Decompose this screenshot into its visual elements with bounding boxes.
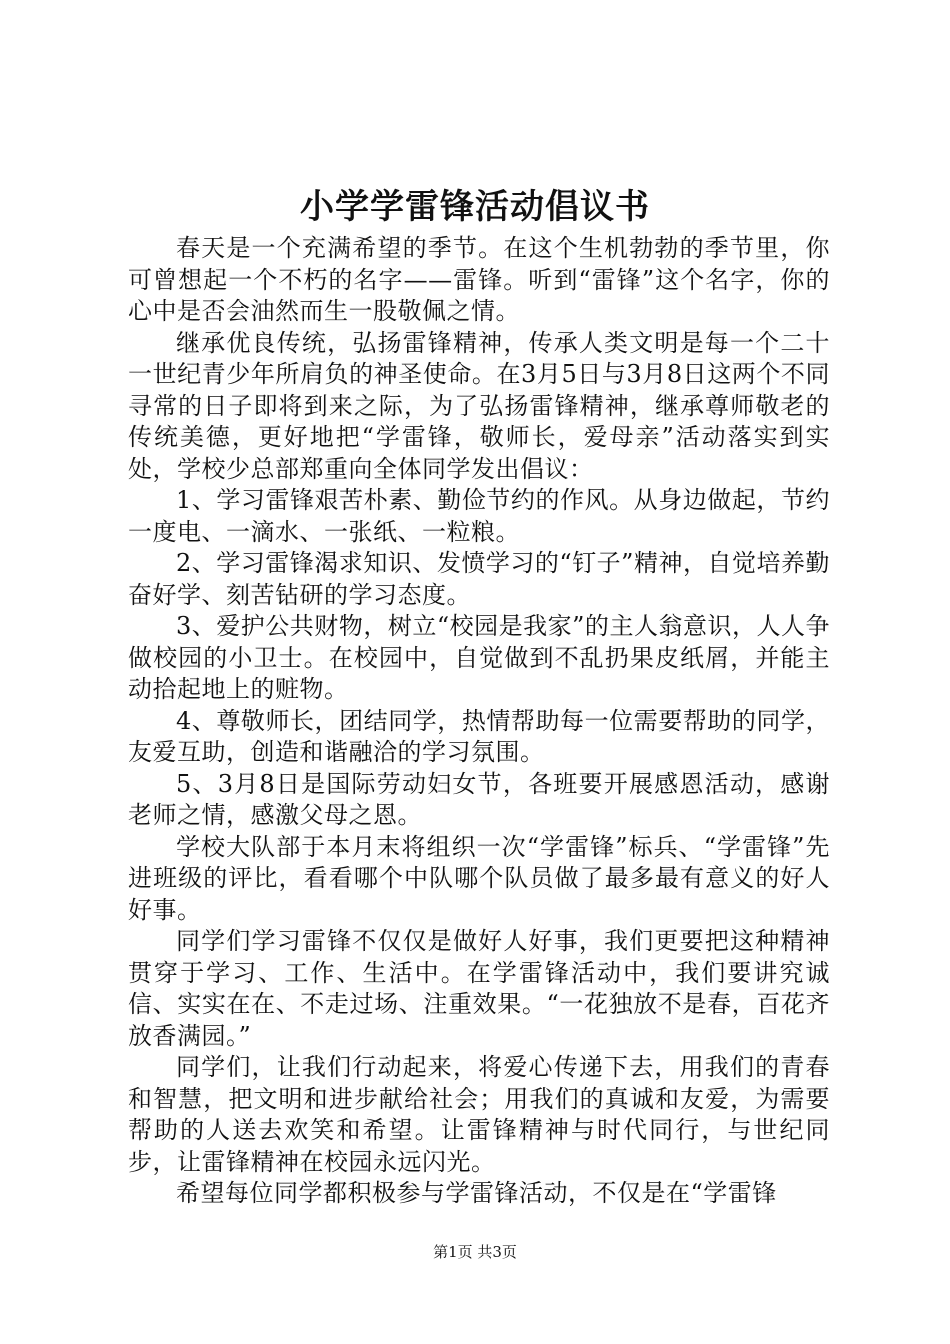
proposal-item-2: 2、学习雷锋渴求知识、发愤学习的“钉子”精神，自觉培养勤奋好学、刻苦钻研的学习态度。 [128,549,830,609]
proposal-item-4: 4、尊敬师长，团结同学，热情帮助每一位需要帮助的同学，友爱互助，创造和谐融洽的学习氛围。 [128,706,830,766]
paragraph-spirit: 同学们学习雷锋不仅仅是做好人好事，我们更要把这种精神贯穿于学习、工作、生活中。在学雷锋活动中，我们要讲究诚信、实实在在、不走过场、注重效果。“一花独放不是春，百花齐放香满园。” [128,927,830,1050]
paragraph-hope: 希望每位同学都积极参与学雷锋活动，不仅是在“学雷锋 [176,1179,777,1207]
paragraph-call-to-action: 同学们，让我们行动起来，将爱心传递下去，用我们的青春和智慧，把文明和进步献给社会；用我们的真诚和友爱，为需要帮助的人送去欢笑和希望。让雷锋精神与时代同行，与世纪同步，让雷锋精神在校园永远闪光。 [128,1053,830,1176]
proposal-item-5: 5、3月8日是国际劳动妇女节，各班要开展感恩活动，感谢老师之情，感激父母之恩。 [128,769,830,829]
paragraph-proposal: 继承优良传统，弘扬雷锋精神，传承人类文明是每一个二十一世纪青少年所肩负的神圣使命。在3月5日与3月8日这两个不同寻常的日子即将到来之际，为了弘扬雷锋精神，继承尊师敬老的传统美德，更好地把“学雷锋，敬师长，爱母亲”活动落实到实处，学校少总部郑重向全体同学发出倡议： [128,328,830,483]
paragraph-intro: 春天是一个充满希望的季节。在这个生机勃勃的季节里，你可曾想起一个不朽的名字——雷锋。听到“雷锋”这个名字，你的心中是否会油然而生一股敬佩之情。 [128,234,830,325]
paragraph-evaluation: 学校大队部于本月末将组织一次“学雷锋”标兵、“学雷锋”先进班级的评比，看看哪个中队哪个队员做了最多最有意义的好人好事。 [128,832,830,924]
document-body [128,233,830,1210]
proposal-item-3: 3、爱护公共财物，树立“校园是我家”的主人翁意识，人人争做校园的小卫士。在校园中，自觉做到不乱扔果皮纸屑，并能主动拾起地上的赃物。 [128,612,830,703]
page-number: 第1页 共3页 [433,1243,517,1261]
proposal-item-1: 1、学习雷锋艰苦朴素、勤俭节约的作风。从身边做起，节约一度电、一滴水、一张纸、一粒粮。 [128,486,830,546]
document-title: 小学学雷锋活动倡议书 [300,187,650,227]
